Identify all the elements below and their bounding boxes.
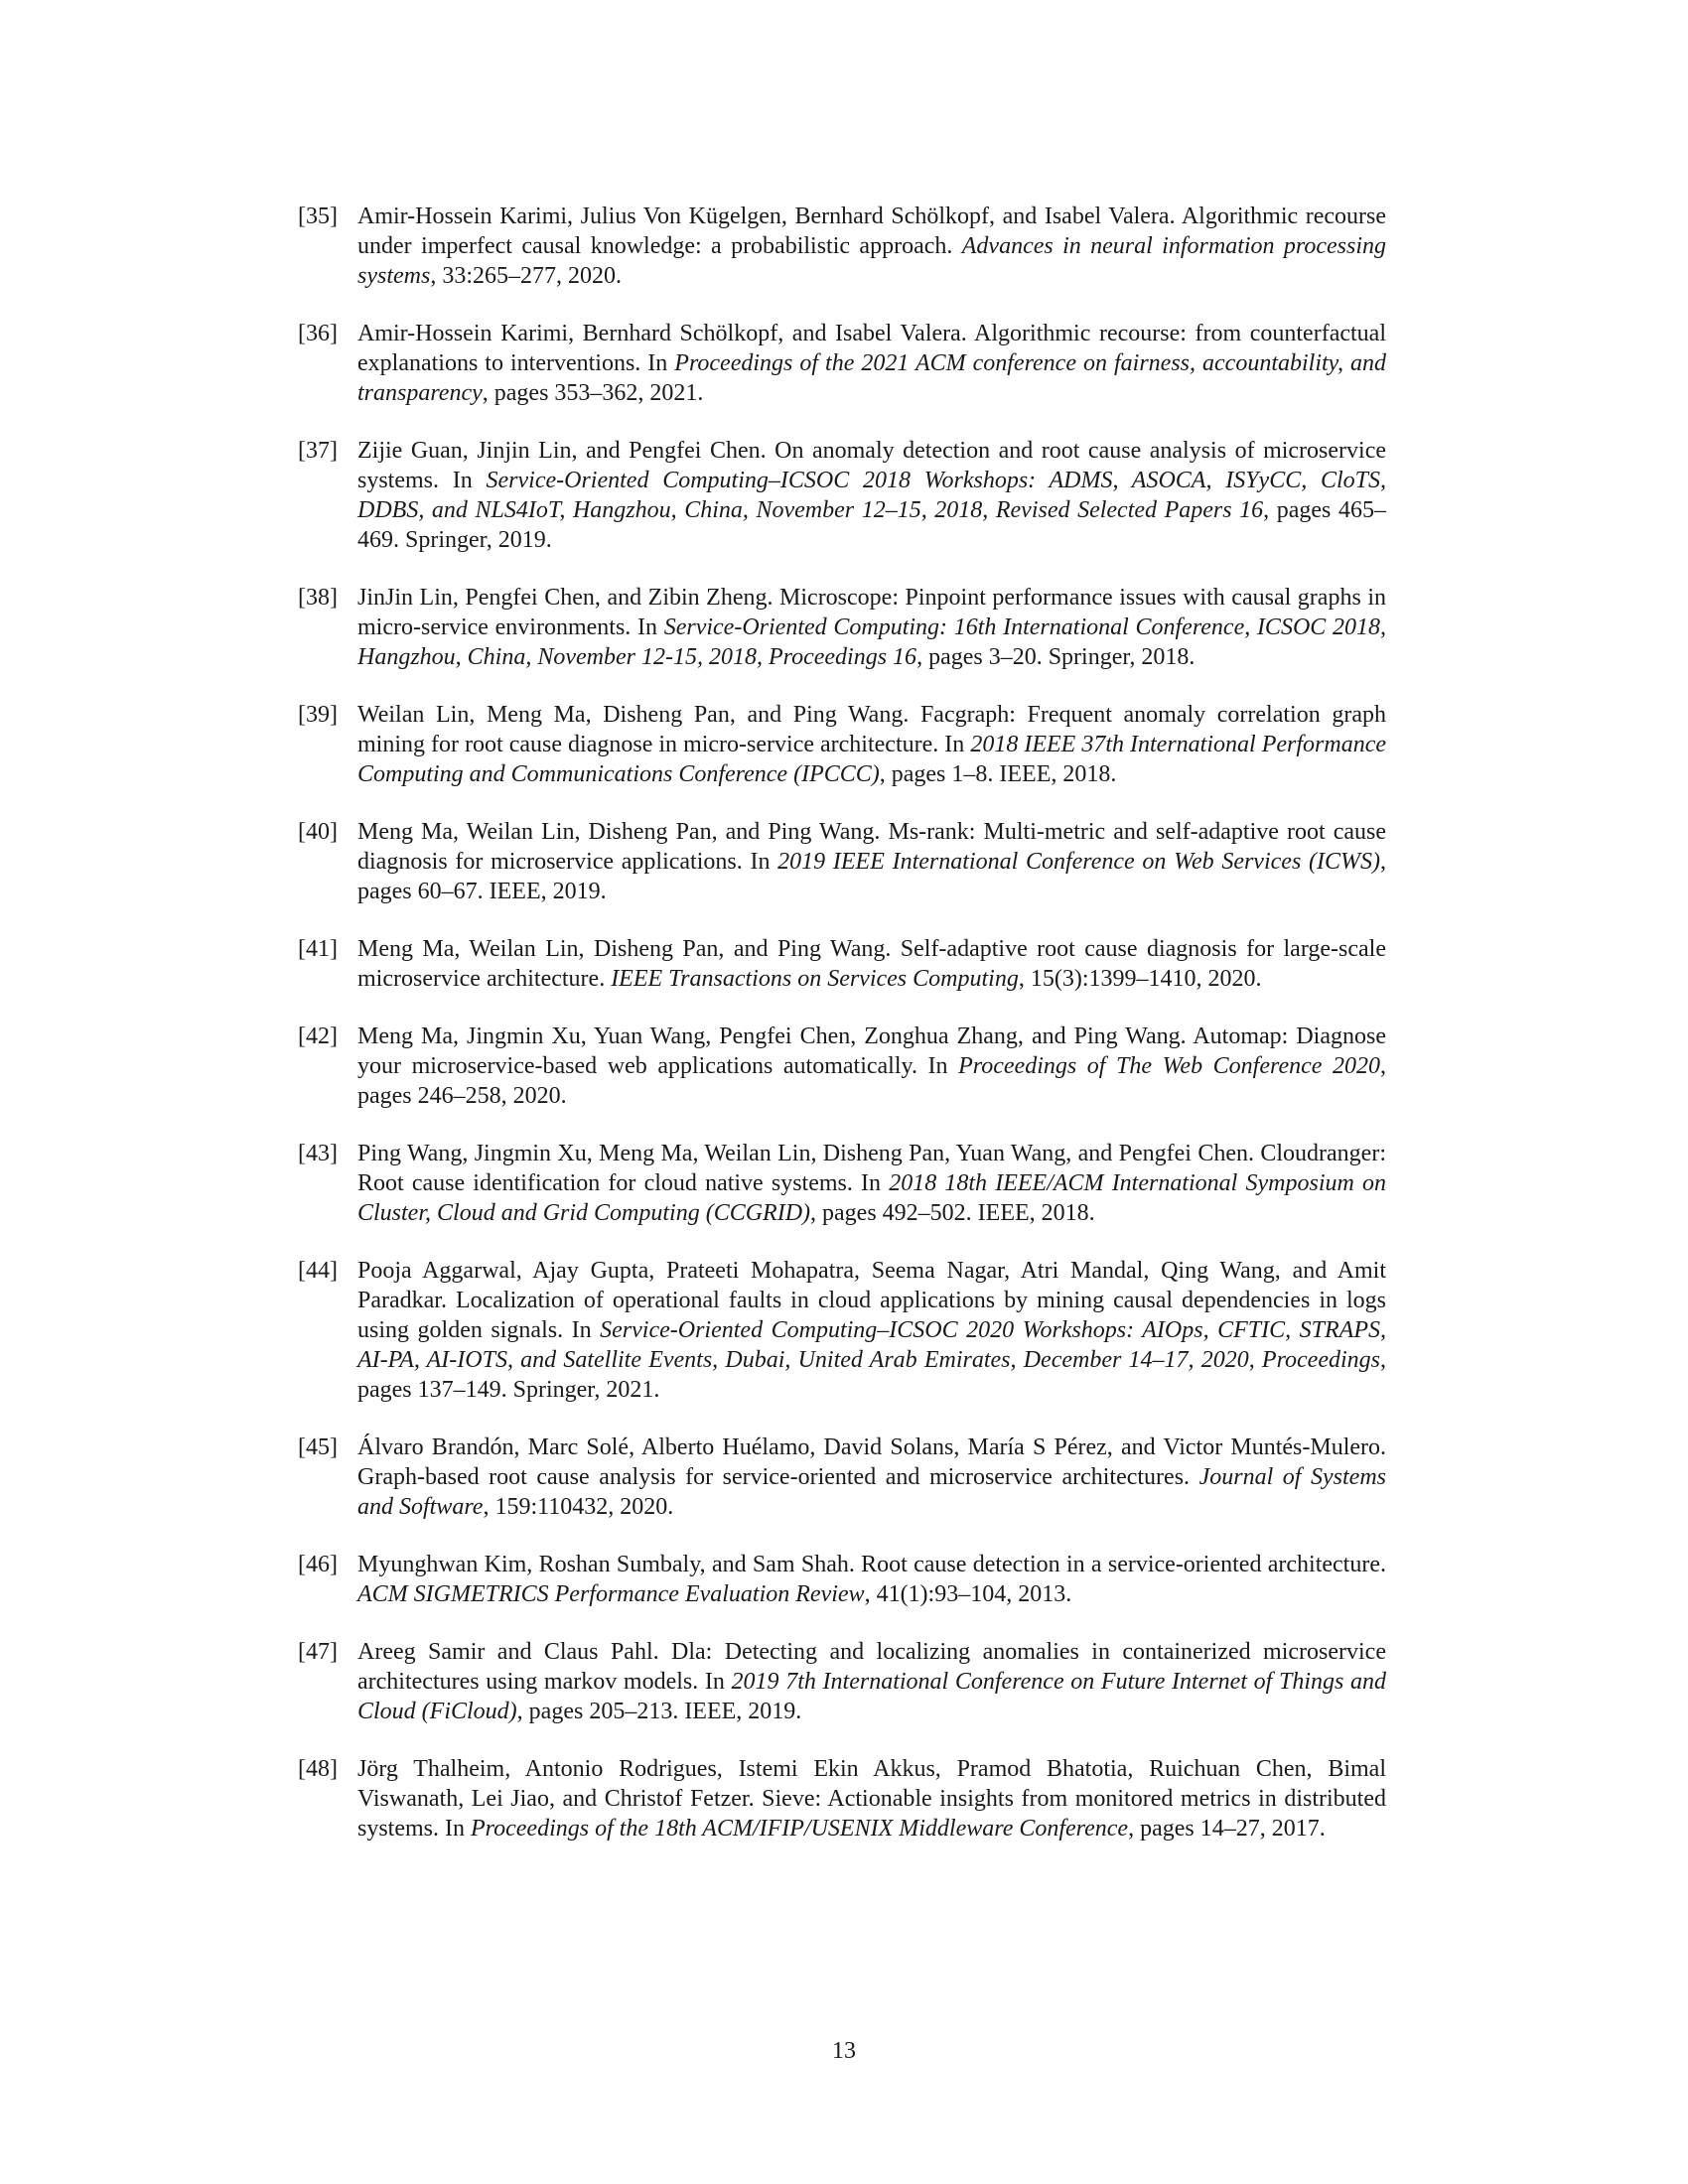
reference-number: [41]	[298, 936, 338, 962]
reference-number: [43]	[298, 1141, 338, 1166]
reference-40	[298, 817, 1386, 906]
reference-text	[357, 583, 1386, 672]
reference-venue: ACM SIGMETRICS Performance Evaluation Review	[357, 1581, 865, 1607]
reference-venue: Proceedings of The Web Conference 2020	[958, 1053, 1380, 1079]
page-number: 13	[832, 2038, 856, 2064]
reference-authors-title: Meng Ma, Weilan Lin, Disheng Pan, and Ping Wang. Self-adaptive root cause diagnosis for large-scale microservice architecture.	[357, 936, 1386, 992]
reference-details: , 15(3):1399–1410, 2020.	[1018, 966, 1262, 992]
reference-details: , 41(1):93–104, 2013.	[864, 1581, 1072, 1607]
reference-46	[298, 1550, 1386, 1609]
reference-text	[357, 1256, 1386, 1405]
reference-details: , pages 137–149. Springer, 2021.	[357, 1347, 1386, 1403]
reference-venue: IEEE Transactions on Services Computing	[611, 966, 1019, 992]
reference-details: , pages 492–502. IEEE, 2018.	[810, 1200, 1095, 1226]
reference-48	[298, 1754, 1386, 1843]
reference-41	[298, 934, 1386, 994]
reference-37	[298, 436, 1386, 555]
reference-36	[298, 319, 1386, 408]
reference-text	[357, 817, 1386, 906]
reference-39	[298, 700, 1386, 789]
reference-authors-title: JinJin Lin, Pengfei Chen, and Zibin Zheng. Microscope: Pinpoint performance issues with causal graphs in micro-service environments. In	[357, 585, 1386, 640]
reference-45	[298, 1433, 1386, 1522]
reference-details: , pages 1–8. IEEE, 2018.	[879, 761, 1117, 787]
reference-authors-title: Jörg Thalheim, Antonio Rodrigues, Istemi Ekin Akkus, Pramod Bhatotia, Ruichuan Chen, Bimal Viswanath, Lei Jiao, and Christof Fetzer. Sieve: Actionable insights from monitored metrics in distributed systems. In	[357, 1756, 1386, 1842]
reference-details: , 33:265–277, 2020.	[430, 263, 622, 289]
reference-number: [48]	[298, 1756, 338, 1782]
reference-text	[357, 934, 1386, 994]
reference-authors-title: Pooja Aggarwal, Ajay Gupta, Prateeti Mohapatra, Seema Nagar, Atri Mandal, Qing Wang, and Amit Paradkar. Localization of operational faults in cloud applications by mining causal dependencies in logs using golden signals. In	[357, 1258, 1386, 1343]
reference-details: , pages 246–258, 2020.	[357, 1053, 1386, 1109]
reference-authors-title: Meng Ma, Weilan Lin, Disheng Pan, and Ping Wang. Ms-rank: Multi-metric and self-adaptive root cause diagnosis for microservice applications. In	[357, 819, 1386, 875]
reference-38	[298, 583, 1386, 672]
reference-number: [44]	[298, 1258, 338, 1284]
reference-number: [46]	[298, 1552, 338, 1577]
reference-venue: Service-Oriented Computing–ICSOC 2020 Workshops: AIOps, CFTIC, STRAPS, AI-PA, AI-IOTS, and Satellite Events, Dubai, United Arab Emirates, December 14–17, 2020, Proceedings	[357, 1317, 1386, 1373]
reference-authors-title: Myunghwan Kim, Roshan Sumbaly, and Sam Shah. Root cause detection in a service-oriented architecture.	[357, 1552, 1386, 1577]
reference-number: [35]	[298, 204, 338, 229]
reference-number: [36]	[298, 321, 338, 346]
reference-venue: Proceedings of the 2021 ACM conference on fairness, accountability, and transparency	[357, 350, 1386, 406]
reference-venue: Advances in neural information processing systems	[357, 233, 1387, 289]
reference-venue: Journal of Systems and Software	[357, 1464, 1387, 1520]
reference-authors-title: Álvaro Brandón, Marc Solé, Alberto Huélamo, David Solans, María S Pérez, and Victor Muntés-Mulero. Graph-based root cause analysis for service-oriented and microservice architectures.	[357, 1434, 1386, 1490]
reference-details: , 159:110432, 2020.	[483, 1494, 674, 1520]
reference-43	[298, 1139, 1386, 1228]
reference-venue: Service-Oriented Computing: 16th International Conference, ICSOC 2018, Hangzhou, China, November 12-15, 2018, Proceedings 16	[357, 614, 1386, 670]
reference-number: [45]	[298, 1434, 338, 1460]
reference-authors-title: Meng Ma, Jingmin Xu, Yuan Wang, Pengfei Chen, Zonghua Zhang, and Ping Wang. Automap: Diagnose your microservice-based web applications automatically. In	[357, 1024, 1386, 1079]
reference-text	[357, 1433, 1386, 1522]
reference-number: [37]	[298, 438, 338, 464]
reference-authors-title: Areeg Samir and Claus Pahl. Dla: Detecting and localizing anomalies in containerized microservice architectures using markov models. In	[357, 1639, 1386, 1695]
reference-venue: 2018 18th IEEE/ACM International Symposium on Cluster, Cloud and Grid Computing (CCGRID)	[357, 1170, 1387, 1226]
reference-authors-title: Ping Wang, Jingmin Xu, Meng Ma, Weilan Lin, Disheng Pan, Yuan Wang, and Pengfei Chen. Cloudranger: Root cause identification for cloud native systems. In	[357, 1141, 1386, 1196]
reference-42	[298, 1022, 1386, 1111]
reference-number: [38]	[298, 585, 338, 611]
reference-details: , pages 3–20. Springer, 2018.	[916, 644, 1196, 670]
reference-venue: 2019 7th International Conference on Future Internet of Things and Cloud (FiCloud)	[357, 1669, 1386, 1724]
reference-text	[357, 1550, 1386, 1609]
reference-authors-title: Amir-Hossein Karimi, Julius Von Kügelgen, Bernhard Schölkopf, and Isabel Valera. Algorithmic recourse under imperfect causal knowledge: a probabilistic approach.	[357, 204, 1386, 259]
reference-details: , pages 60–67. IEEE, 2019.	[357, 849, 1386, 904]
reference-text	[357, 700, 1386, 789]
reference-list	[298, 202, 1386, 1871]
reference-text	[357, 436, 1386, 555]
reference-authors-title: Weilan Lin, Meng Ma, Disheng Pan, and Ping Wang. Facgraph: Frequent anomaly correlation graph mining for root cause diagnose in micro-service architecture. In	[357, 702, 1386, 757]
reference-44	[298, 1256, 1386, 1405]
reference-venue: Service-Oriented Computing–ICSOC 2018 Workshops: ADMS, ASOCA, ISYyCC, CloTS, DDBS, and NLS4IoT, Hangzhou, China, November 12–15, 2018, Revised Selected Papers 16	[357, 468, 1387, 523]
reference-venue: 2019 IEEE International Conference on Web Services (ICWS)	[777, 849, 1380, 875]
reference-47	[298, 1637, 1386, 1726]
reference-venue: Proceedings of the 18th ACM/IFIP/USENIX Middleware Conference	[471, 1816, 1129, 1842]
reference-number: [42]	[298, 1024, 338, 1049]
reference-authors-title: Amir-Hossein Karimi, Bernhard Schölkopf, and Isabel Valera. Algorithmic recourse: from counterfactual explanations to interventions. In	[357, 321, 1386, 376]
reference-details: , pages 14–27, 2017.	[1128, 1816, 1326, 1842]
reference-number: [47]	[298, 1639, 338, 1665]
reference-details: , pages 353–362, 2021.	[482, 380, 704, 406]
reference-venue: 2018 IEEE 37th International Performance Computing and Communications Conference (IPCCC)	[357, 732, 1386, 787]
reference-details: , pages 465–469. Springer, 2019.	[357, 497, 1386, 553]
reference-text	[357, 1754, 1386, 1843]
reference-number: [39]	[298, 702, 338, 728]
reference-authors-title: Zijie Guan, Jinjin Lin, and Pengfei Chen. On anomaly detection and root cause analysis of microservice systems. In	[357, 438, 1386, 493]
reference-text	[357, 1022, 1386, 1111]
reference-text	[357, 1139, 1386, 1228]
reference-details: , pages 205–213. IEEE, 2019.	[516, 1699, 802, 1724]
reference-number: [40]	[298, 819, 338, 845]
reference-text	[357, 1637, 1386, 1726]
reference-35	[298, 202, 1386, 291]
reference-text	[357, 202, 1386, 291]
reference-text	[357, 319, 1386, 408]
